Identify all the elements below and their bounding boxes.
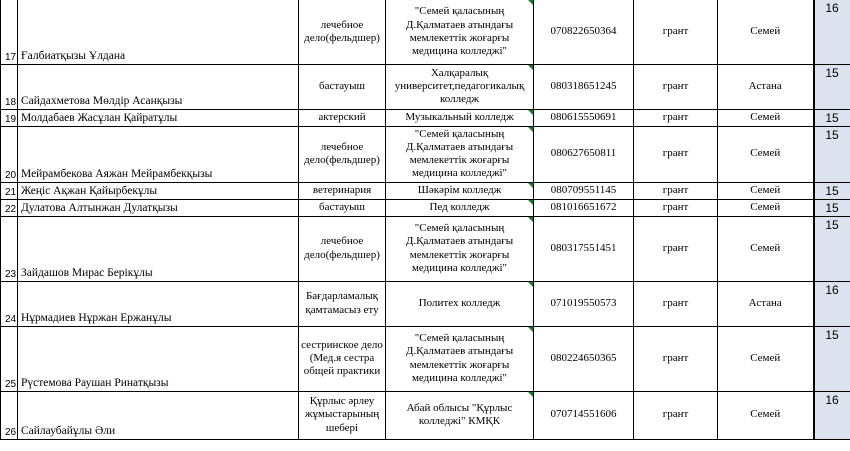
- table-row: [1, 182, 850, 199]
- city[interactable]: Семей: [718, 391, 814, 439]
- student-name[interactable]: Жеңіс Ақжан Қайырбекұлы: [18, 182, 299, 199]
- specialty[interactable]: сестринское дело (Мед.я сестра общей практики: [299, 326, 386, 391]
- iin[interactable]: 071019550573: [534, 281, 634, 326]
- city[interactable]: Семей: [718, 216, 814, 281]
- row-number: 25: [1, 326, 18, 391]
- college[interactable]: Пед колледж: [386, 199, 534, 216]
- city[interactable]: Семей: [718, 199, 814, 216]
- table-row: [1, 326, 850, 391]
- specialty[interactable]: Бағдарламалық қамтамасыз ету: [299, 281, 386, 326]
- score[interactable]: 15: [814, 182, 850, 199]
- row-number: 19: [1, 109, 18, 126]
- iin[interactable]: 070822650364: [534, 0, 634, 64]
- student-name[interactable]: Сайдахметова Мөлдір Асанқызы: [18, 64, 299, 109]
- iin[interactable]: 080317551451: [534, 216, 634, 281]
- table-row: [1, 64, 850, 109]
- row-number: 17: [1, 0, 18, 64]
- college[interactable]: "Семей қаласының Д.Қалматаев атындағы мемлекеттік жоғарғы медицина колледжі": [386, 0, 534, 64]
- funding[interactable]: грант: [634, 391, 718, 439]
- student-name[interactable]: Молдабаев Жасұлан Қайратұлы: [18, 109, 299, 126]
- college[interactable]: Шәкәрім колледж: [386, 182, 534, 199]
- score[interactable]: 15: [814, 326, 850, 391]
- row-number: 18: [1, 64, 18, 109]
- specialty[interactable]: Құрлыс әрлеу жұмыстарының шебері: [299, 391, 386, 439]
- funding[interactable]: грант: [634, 199, 718, 216]
- college[interactable]: "Семей қаласының Д.Қалматаев атындағы мемлекеттік жоғарғы медицина колледжі": [386, 126, 534, 182]
- city[interactable]: Семей: [718, 326, 814, 391]
- specialty[interactable]: ветеринария: [299, 182, 386, 199]
- college[interactable]: Халқаралық университет,педагогикалық колледж: [386, 64, 534, 109]
- score[interactable]: 15: [814, 126, 850, 182]
- table-row: [1, 126, 850, 182]
- specialty[interactable]: актерский: [299, 109, 386, 126]
- specialty[interactable]: лечебное дело(фельдшер): [299, 216, 386, 281]
- funding[interactable]: грант: [634, 0, 718, 64]
- table-row: [1, 109, 850, 126]
- score[interactable]: 15: [814, 64, 850, 109]
- iin[interactable]: 080627650811: [534, 126, 634, 182]
- iin[interactable]: 081016651672: [534, 199, 634, 216]
- city[interactable]: Астана: [718, 64, 814, 109]
- table-row: [1, 0, 850, 64]
- score[interactable]: 15: [814, 216, 850, 281]
- score[interactable]: 15: [814, 109, 850, 126]
- funding[interactable]: грант: [634, 216, 718, 281]
- row-number: 20: [1, 126, 18, 182]
- college[interactable]: "Семей қаласының Д.Қалматаев атындағы мемлекеттік жоғарғы медицина колледжі": [386, 326, 534, 391]
- student-name[interactable]: Рүстемова Раушан Ринатқызы: [18, 326, 299, 391]
- row-number: 26: [1, 391, 18, 439]
- iin[interactable]: 080224650365: [534, 326, 634, 391]
- student-name[interactable]: Зайдашов Мирас Берікұлы: [18, 216, 299, 281]
- student-name[interactable]: Нұрмадиев Нұржан Ержанұлы: [18, 281, 299, 326]
- funding[interactable]: грант: [634, 182, 718, 199]
- college[interactable]: Музыкальный колледж: [386, 109, 534, 126]
- score[interactable]: 16: [814, 0, 850, 64]
- student-name[interactable]: Мейрамбекова Аяжан Мейрамбекқызы: [18, 126, 299, 182]
- college[interactable]: Абай облысы "Құрлыс колледжі" КМҚК: [386, 391, 534, 439]
- specialty[interactable]: бастауыш: [299, 64, 386, 109]
- specialty[interactable]: лечебное дело(фельдшер): [299, 126, 386, 182]
- city[interactable]: Семей: [718, 0, 814, 64]
- student-name[interactable]: Ғалбиатқызы Ұлдана: [18, 0, 299, 64]
- specialty[interactable]: лечебное дело(фельдшер): [299, 0, 386, 64]
- row-number: 22: [1, 199, 18, 216]
- table-row: [1, 216, 850, 281]
- city[interactable]: Астана: [718, 281, 814, 326]
- college[interactable]: Политех колледж: [386, 281, 534, 326]
- funding[interactable]: грант: [634, 126, 718, 182]
- iin[interactable]: 080709551145: [534, 182, 634, 199]
- iin[interactable]: 080615550691: [534, 109, 634, 126]
- funding[interactable]: грант: [634, 281, 718, 326]
- row-number: 23: [1, 216, 18, 281]
- table-row: [1, 281, 850, 326]
- table-row: [1, 391, 850, 439]
- city[interactable]: Семей: [718, 126, 814, 182]
- funding[interactable]: грант: [634, 64, 718, 109]
- score[interactable]: 16: [814, 391, 850, 439]
- college[interactable]: "Семей қаласының Д.Қалматаев атындағы мемлекеттік жоғарғы медицина колледжі": [386, 216, 534, 281]
- iin[interactable]: 070714551606: [534, 391, 634, 439]
- iin[interactable]: 080318651245: [534, 64, 634, 109]
- student-name[interactable]: Дулатова Алтынжан Дулатқызы: [18, 199, 299, 216]
- row-number: 21: [1, 182, 18, 199]
- score[interactable]: 16: [814, 281, 850, 326]
- table-row: [1, 199, 850, 216]
- funding[interactable]: грант: [634, 109, 718, 126]
- row-number: 24: [1, 281, 18, 326]
- city[interactable]: Семей: [718, 109, 814, 126]
- score[interactable]: 15: [814, 199, 850, 216]
- specialty[interactable]: бастауыш: [299, 199, 386, 216]
- funding[interactable]: грант: [634, 326, 718, 391]
- city[interactable]: Семей: [718, 182, 814, 199]
- student-name[interactable]: Сайлаубайұлы Әли: [18, 391, 299, 439]
